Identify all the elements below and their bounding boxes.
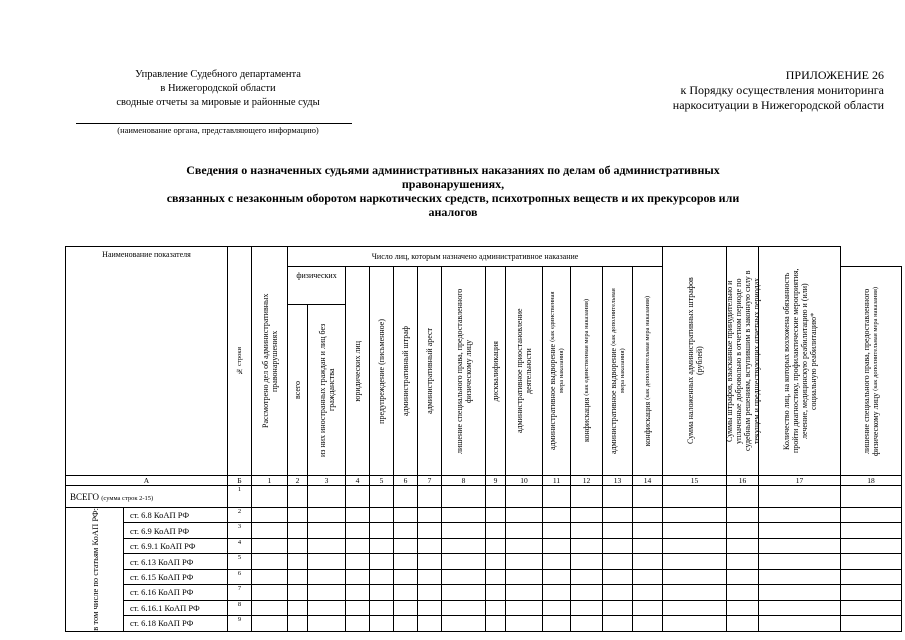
header-row-number-text: № строки bbox=[235, 347, 243, 375]
header-deprivation bbox=[442, 267, 486, 476]
data-cell bbox=[394, 569, 418, 584]
data-cell bbox=[506, 508, 543, 523]
data-cell bbox=[543, 616, 571, 632]
data-cell bbox=[308, 523, 346, 538]
data-cell bbox=[370, 616, 394, 632]
data-cell bbox=[759, 486, 841, 508]
data-cell bbox=[394, 554, 418, 569]
header-confiscation-main bbox=[571, 267, 603, 476]
data-cell bbox=[252, 554, 288, 569]
organization-block bbox=[70, 68, 366, 110]
data-cell bbox=[543, 600, 571, 615]
data-cell bbox=[543, 508, 571, 523]
data-cell bbox=[603, 569, 633, 584]
data-cell bbox=[633, 616, 663, 632]
data-cell bbox=[346, 585, 370, 600]
data-cell bbox=[663, 569, 727, 584]
data-cell bbox=[346, 486, 370, 508]
data-cell bbox=[571, 585, 603, 600]
data-cell bbox=[633, 600, 663, 615]
col-number: 16 bbox=[727, 476, 759, 486]
org-caption: (наименование органа, представляющего информацию) bbox=[117, 125, 319, 135]
data-cell bbox=[663, 616, 727, 632]
data-cell bbox=[418, 600, 442, 615]
data-cell bbox=[370, 569, 394, 584]
data-cell bbox=[571, 508, 603, 523]
data-cell bbox=[603, 585, 633, 600]
header-legal-text: юридических лиц bbox=[353, 340, 363, 402]
data-cell bbox=[288, 486, 308, 508]
col-number: 11 bbox=[543, 476, 571, 486]
data-cell bbox=[603, 486, 633, 508]
data-cell bbox=[727, 538, 759, 553]
header-expulsion-extra-note: (как дополнительная мера наказания) bbox=[609, 288, 626, 394]
data-cell bbox=[288, 554, 308, 569]
data-cell bbox=[370, 508, 394, 523]
data-cell bbox=[663, 585, 727, 600]
data-cell bbox=[727, 486, 759, 508]
data-cell bbox=[442, 616, 486, 632]
col-number: 17 bbox=[759, 476, 841, 486]
data-cell bbox=[308, 486, 346, 508]
data-cell bbox=[288, 585, 308, 600]
data-cell bbox=[308, 554, 346, 569]
data-cell bbox=[486, 600, 506, 615]
data-cell bbox=[663, 523, 727, 538]
data-cell bbox=[841, 616, 902, 632]
col-number: 7 bbox=[418, 476, 442, 486]
org-underline bbox=[76, 123, 352, 124]
col-number: 1 bbox=[252, 476, 288, 486]
header-deprivation-extra bbox=[841, 267, 902, 476]
table-row bbox=[66, 616, 902, 632]
data-cell bbox=[308, 585, 346, 600]
row-number: 9 bbox=[228, 616, 252, 632]
data-cell bbox=[506, 616, 543, 632]
header-warning-text: предупреждение (письменное) bbox=[377, 318, 387, 424]
header-deprivation-extra-text bbox=[862, 286, 880, 456]
header-confiscation-main-text bbox=[582, 299, 591, 442]
col-number: 13 bbox=[603, 476, 633, 486]
header-expulsion-extra bbox=[603, 267, 633, 476]
data-cell bbox=[394, 538, 418, 553]
data-cell bbox=[759, 616, 841, 632]
appendix-title: ПРИЛОЖЕНИЕ 26 bbox=[785, 68, 884, 82]
data-cell bbox=[506, 486, 543, 508]
data-cell bbox=[308, 508, 346, 523]
data-cell bbox=[288, 600, 308, 615]
row-label: ст. 6.9.1 КоАП РФ bbox=[124, 538, 228, 553]
row-number: 2 bbox=[228, 508, 252, 523]
data-cell bbox=[571, 486, 603, 508]
row-number: 4 bbox=[228, 538, 252, 553]
row-label: ст. 6.9 КоАП РФ bbox=[124, 523, 228, 538]
data-cell bbox=[727, 569, 759, 584]
data-cell bbox=[633, 486, 663, 508]
header-fines-collected bbox=[724, 247, 761, 476]
title-line: аналогов bbox=[428, 205, 478, 219]
org-line: Управление Судебного департамента bbox=[135, 69, 301, 80]
header-confiscation-extra-label: конфискация bbox=[643, 401, 653, 447]
data-cell bbox=[506, 585, 543, 600]
row-number: 7 bbox=[228, 585, 252, 600]
table-row bbox=[66, 600, 902, 615]
data-cell bbox=[370, 600, 394, 615]
data-cell bbox=[442, 600, 486, 615]
data-cell bbox=[346, 508, 370, 523]
data-cell bbox=[308, 569, 346, 584]
header-rehab-text: Количество лиц, на которых возложена обязанность пройти диагностику, профилактические мероприятия, лечение, медицинскую реабилитацию и (или) социальную реабилитацию* bbox=[781, 268, 818, 454]
row-label: ст. 6.16 КоАП РФ bbox=[124, 585, 228, 600]
title-line: Сведения о назначенных судьями административных наказаниях по делам об административных bbox=[186, 163, 720, 177]
col-number: 18 bbox=[841, 476, 902, 486]
data-cell bbox=[442, 508, 486, 523]
data-cell bbox=[252, 486, 288, 508]
row-label: ст. 6.15 КоАП РФ bbox=[124, 569, 228, 584]
data-cell bbox=[370, 523, 394, 538]
data-cell bbox=[442, 538, 486, 553]
data-cell bbox=[571, 523, 603, 538]
col-number: 2 bbox=[288, 476, 308, 486]
group-label-cell bbox=[66, 508, 124, 632]
data-cell bbox=[370, 585, 394, 600]
data-cell bbox=[603, 616, 633, 632]
data-cell bbox=[418, 585, 442, 600]
col-number: 14 bbox=[633, 476, 663, 486]
group-label: в том числе по статьям КоАП РФ: bbox=[89, 508, 100, 631]
header-disqualification-text: дисквалификация bbox=[491, 340, 501, 402]
total-label-text: ВСЕГО bbox=[70, 491, 99, 502]
data-cell bbox=[418, 538, 442, 553]
appendix-block bbox=[560, 68, 884, 113]
header-fines-sum-text: Сумма наложенных административных штрафов (рублей) bbox=[685, 277, 704, 445]
data-cell bbox=[603, 523, 633, 538]
header-considered-text: Рассмотрено дел об административных правонарушениях bbox=[260, 293, 279, 429]
data-cell bbox=[759, 600, 841, 615]
data-cell bbox=[663, 508, 727, 523]
table-row-total bbox=[66, 486, 902, 508]
data-cell bbox=[759, 569, 841, 584]
header-confiscation-extra bbox=[633, 267, 663, 476]
title-line: правонарушениях, bbox=[401, 177, 505, 191]
row-label: ст. 6.13 КоАП РФ bbox=[124, 554, 228, 569]
data-cell bbox=[543, 554, 571, 569]
col-number: 10 bbox=[506, 476, 543, 486]
data-cell bbox=[506, 600, 543, 615]
data-cell bbox=[486, 585, 506, 600]
header-confiscation-extra-text bbox=[643, 296, 652, 446]
col-number: 3 bbox=[308, 476, 346, 486]
header-warning bbox=[370, 267, 394, 476]
data-cell bbox=[506, 554, 543, 569]
table-row bbox=[66, 538, 902, 553]
data-cell bbox=[571, 569, 603, 584]
data-cell bbox=[288, 569, 308, 584]
data-cell bbox=[252, 538, 288, 553]
data-cell bbox=[346, 554, 370, 569]
data-cell bbox=[252, 585, 288, 600]
data-cell bbox=[486, 486, 506, 508]
header-fines-collected-text: Суммы штрафов, взысканные принудительно и уплаченные добровольно в отчетном периоде по судебным решениям, вступившим в законную силу в текущем и предшествующих отчетных периодах bbox=[724, 270, 761, 452]
data-cell bbox=[759, 585, 841, 600]
table-row bbox=[66, 585, 902, 600]
data-cell bbox=[543, 569, 571, 584]
data-cell bbox=[543, 585, 571, 600]
data-cell bbox=[486, 508, 506, 523]
data-cell bbox=[841, 523, 902, 538]
data-cell bbox=[603, 554, 633, 569]
data-cell bbox=[486, 554, 506, 569]
data-cell bbox=[603, 508, 633, 523]
header-foreigners bbox=[308, 305, 346, 476]
header-deprivation-text: лишение специального права, предоставленного физическому лицу bbox=[454, 288, 473, 454]
data-cell bbox=[346, 569, 370, 584]
data-cell bbox=[543, 523, 571, 538]
data-cell bbox=[394, 600, 418, 615]
data-cell bbox=[571, 538, 603, 553]
header-expulsion-main-text bbox=[548, 286, 566, 456]
data-cell bbox=[370, 486, 394, 508]
header-fine bbox=[394, 267, 418, 476]
data-cell bbox=[543, 486, 571, 508]
data-cell bbox=[663, 486, 727, 508]
data-cell bbox=[603, 600, 633, 615]
data-cell bbox=[346, 523, 370, 538]
header-legal bbox=[346, 267, 370, 476]
table-row bbox=[66, 508, 902, 523]
data-cell bbox=[506, 569, 543, 584]
data-cell bbox=[442, 554, 486, 569]
data-cell bbox=[663, 538, 727, 553]
data-cell bbox=[252, 600, 288, 615]
data-cell bbox=[486, 523, 506, 538]
data-cell bbox=[252, 569, 288, 584]
col-number: 6 bbox=[394, 476, 418, 486]
data-cell bbox=[442, 569, 486, 584]
data-cell bbox=[308, 616, 346, 632]
data-cell bbox=[308, 538, 346, 553]
data-cell bbox=[603, 538, 633, 553]
data-cell bbox=[543, 538, 571, 553]
data-cell bbox=[841, 508, 902, 523]
data-cell bbox=[394, 616, 418, 632]
header-arrest bbox=[418, 267, 442, 476]
data-cell bbox=[633, 569, 663, 584]
header-indicator-name: Наименование показателя bbox=[66, 247, 228, 476]
data-cell bbox=[418, 569, 442, 584]
data-cell bbox=[346, 616, 370, 632]
total-row-label bbox=[66, 486, 228, 508]
col-number: А bbox=[66, 476, 228, 486]
col-number: 8 bbox=[442, 476, 486, 486]
appendix-line: наркоситуации в Нижегородской области bbox=[672, 98, 884, 112]
row-number: 8 bbox=[228, 600, 252, 615]
data-cell bbox=[841, 538, 902, 553]
data-cell bbox=[633, 585, 663, 600]
header-suspension bbox=[506, 267, 543, 476]
data-cell bbox=[506, 538, 543, 553]
table-row bbox=[66, 523, 902, 538]
data-cell bbox=[727, 508, 759, 523]
row-number: 6 bbox=[228, 569, 252, 584]
header-disqualification bbox=[486, 267, 506, 476]
header-fines-sum bbox=[663, 247, 727, 476]
header-rehab bbox=[759, 247, 841, 476]
data-cell bbox=[442, 486, 486, 508]
data-cell bbox=[571, 600, 603, 615]
table-row bbox=[66, 554, 902, 569]
col-number: 15 bbox=[663, 476, 727, 486]
appendix-line: к Порядку осуществления мониторинга bbox=[680, 83, 884, 97]
data-cell bbox=[394, 585, 418, 600]
row-number: 5 bbox=[228, 554, 252, 569]
data-cell bbox=[841, 569, 902, 584]
data-cell bbox=[418, 523, 442, 538]
data-cell bbox=[486, 538, 506, 553]
row-label: ст. 6.16.1 КоАП РФ bbox=[124, 600, 228, 615]
header-deprivation-extra-note: (как дополнительная мера наказания) bbox=[872, 286, 880, 391]
data-cell bbox=[442, 585, 486, 600]
data-cell bbox=[506, 523, 543, 538]
row-label: ст. 6.8 КоАП РФ bbox=[124, 508, 228, 523]
data-cell bbox=[252, 508, 288, 523]
col-number: 4 bbox=[346, 476, 370, 486]
header-persons-group: Число лиц, которым назначено административное наказание bbox=[288, 247, 663, 267]
data-cell bbox=[759, 523, 841, 538]
org-line: в Нижегородской области bbox=[160, 83, 276, 94]
data-cell bbox=[633, 523, 663, 538]
data-cell bbox=[633, 538, 663, 553]
data-cell bbox=[308, 600, 346, 615]
header-considered bbox=[252, 247, 288, 476]
data-cell bbox=[394, 486, 418, 508]
data-cell bbox=[571, 554, 603, 569]
data-cell bbox=[252, 523, 288, 538]
data-cell bbox=[759, 508, 841, 523]
data-cell bbox=[288, 523, 308, 538]
header-individuals: физических bbox=[288, 267, 346, 305]
header-expulsion-main-label: административное выдворение bbox=[547, 344, 557, 451]
header-row-number bbox=[228, 247, 252, 476]
header-confiscation-extra-note: (как дополнительная мера наказания) bbox=[644, 295, 652, 400]
data-cell bbox=[418, 554, 442, 569]
col-number: Б bbox=[228, 476, 252, 486]
data-cell bbox=[841, 554, 902, 569]
data-cell bbox=[418, 508, 442, 523]
header-suspension-text: административное приостановление деятельности bbox=[515, 308, 534, 434]
document-title bbox=[90, 163, 816, 219]
data-cell bbox=[727, 600, 759, 615]
data-cell bbox=[633, 554, 663, 569]
data-cell bbox=[633, 508, 663, 523]
header-confiscation-main-note: (как единственная мера наказания) bbox=[583, 299, 591, 397]
header-expulsion-main-note: (как единственная мера наказания) bbox=[548, 291, 565, 394]
data-cell bbox=[442, 523, 486, 538]
table-row bbox=[66, 569, 902, 584]
row-label: ст. 6.18 КоАП РФ bbox=[124, 616, 228, 632]
header-total bbox=[288, 305, 308, 476]
column-numbers-row bbox=[66, 476, 902, 486]
title-line: связанных с незаконным оборотом наркотических средств, психотропных веществ и их прекурсоров или bbox=[166, 191, 740, 205]
data-cell bbox=[759, 538, 841, 553]
data-cell bbox=[727, 554, 759, 569]
row-number: 3 bbox=[228, 523, 252, 538]
data-cell bbox=[394, 508, 418, 523]
header-total-text: всего bbox=[293, 380, 303, 399]
data-cell bbox=[346, 600, 370, 615]
col-number: 12 bbox=[571, 476, 603, 486]
header-expulsion-extra-text bbox=[609, 286, 627, 456]
header-fine-text: административный штраф bbox=[401, 326, 411, 416]
data-cell bbox=[571, 616, 603, 632]
data-cell bbox=[486, 616, 506, 632]
header-foreigners-text: из них иностранных граждан и лиц без гражданства bbox=[317, 323, 336, 457]
data-cell bbox=[252, 616, 288, 632]
data-cell bbox=[418, 486, 442, 508]
data-cell bbox=[370, 538, 394, 553]
data-cell bbox=[288, 538, 308, 553]
header-expulsion-extra-label: административное выдворение bbox=[608, 347, 618, 454]
data-cell bbox=[841, 600, 902, 615]
data-cell bbox=[841, 486, 902, 508]
col-number: 9 bbox=[486, 476, 506, 486]
header-deprivation-extra-label: лишение специального права, предоставленного физическому лицу bbox=[862, 288, 881, 456]
header-arrest-text: административный арест bbox=[425, 328, 435, 414]
data-cell bbox=[370, 554, 394, 569]
header-expulsion-main bbox=[543, 267, 571, 476]
data-cell bbox=[759, 554, 841, 569]
data-cell bbox=[418, 616, 442, 632]
data-cell bbox=[394, 523, 418, 538]
row-number: 1 bbox=[228, 486, 252, 508]
header-confiscation-main-label: конфискация bbox=[582, 398, 592, 443]
data-cell bbox=[727, 616, 759, 632]
data-cell bbox=[663, 600, 727, 615]
data-cell bbox=[727, 585, 759, 600]
data-cell bbox=[841, 585, 902, 600]
data-cell bbox=[727, 523, 759, 538]
data-cell bbox=[486, 569, 506, 584]
col-number: 5 bbox=[370, 476, 394, 486]
data-cell bbox=[288, 616, 308, 632]
total-label-note: (сумма строк 2-15) bbox=[101, 494, 154, 502]
report-table bbox=[65, 246, 902, 632]
data-cell bbox=[288, 508, 308, 523]
data-cell bbox=[346, 538, 370, 553]
data-cell bbox=[663, 554, 727, 569]
org-line: сводные отчеты за мировые и районные суды bbox=[116, 97, 320, 108]
